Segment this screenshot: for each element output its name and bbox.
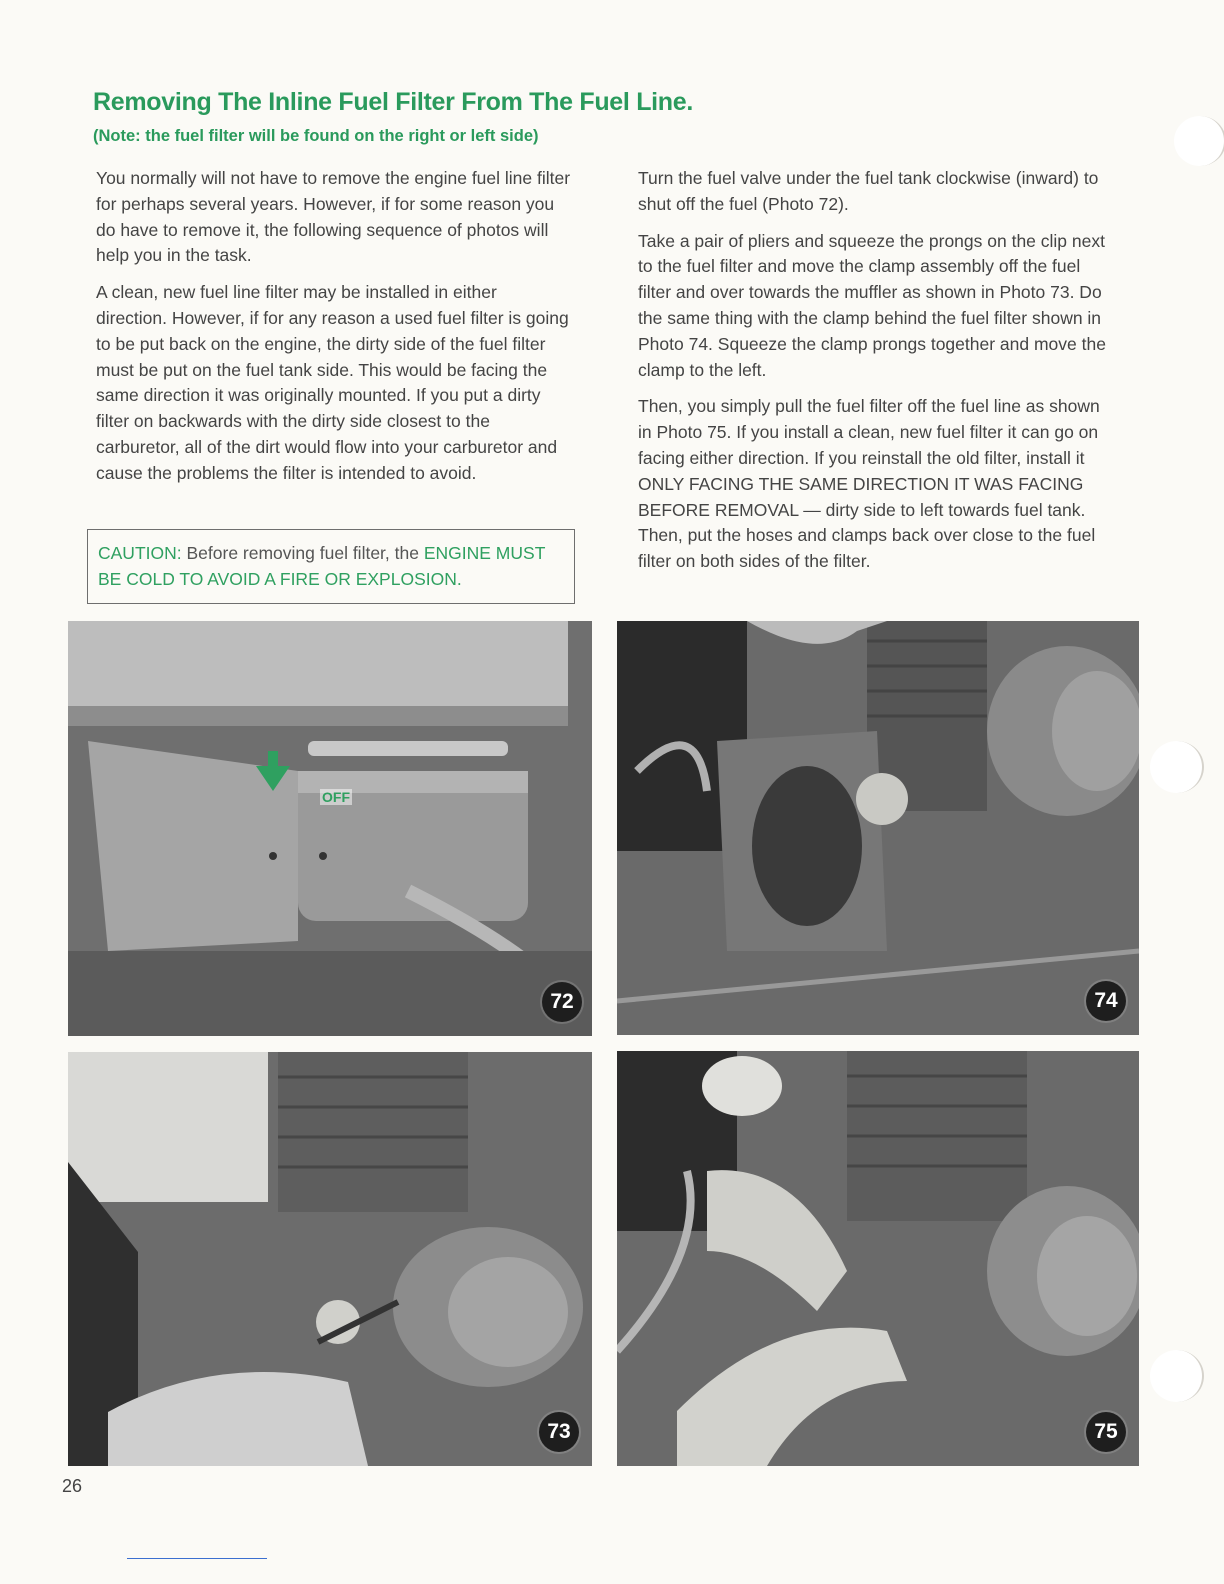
binder-hole-bottom bbox=[1150, 1350, 1204, 1402]
caution-text: Before removing fuel filter, the bbox=[181, 543, 424, 563]
photo-73-badge: 73 bbox=[539, 1412, 579, 1452]
left-paragraph-2: A clean, new fuel line filter may be installed in either direction. However, if for any reason a used fuel filter is going to be put back on the engine, the dirty side of the fuel filter must be put on the fuel tank side. This would be facing the same direction it was originally mounted. If you put a dirty filter on backwards with the dirty side closest to the carburetor, all of the dirt would flow into your carburetor and cause the problems the filter is intended to avoid. bbox=[96, 282, 569, 483]
photo-72 bbox=[68, 621, 592, 1036]
photo-74 bbox=[617, 621, 1139, 1035]
right-paragraph-2: Take a pair of pliers and squeeze the prongs on the clip next to the fuel filter and move the clamp assembly off the fuel filter and over towards the muffler as shown in Photo 73. Do the same thing with the clamp behind the fuel filter shown in Photo 74. Squeeze the clamp prongs together and move the clamp to the left. bbox=[638, 230, 1106, 380]
photo-73 bbox=[68, 1052, 592, 1466]
right-paragraph-1: Turn the fuel valve under the fuel tank clockwise (inward) to shut off the fuel (Photo 72). bbox=[638, 168, 1099, 214]
photo-72-badge: 72 bbox=[542, 982, 582, 1022]
binder-hole-middle bbox=[1150, 741, 1204, 793]
photo-75-engine-illustration bbox=[617, 1051, 1139, 1466]
left-paragraph-1: You normally will not have to remove the engine fuel line filter for perhaps several years. However, if for some reason you do have to remove it, the following sequence of photos will help you in the task. bbox=[96, 168, 571, 266]
caution-box bbox=[87, 529, 575, 604]
photo-74-badge: 74 bbox=[1086, 981, 1126, 1021]
right-paragraph-3: Then, you simply pull the fuel filter off the fuel line as shown in Photo 75. If you install a clean, new fuel filter it can go on facing either direction. If you reinstall the old filter, install it ONLY FACING THE SAME DIRECTION IT WAS FACING BEFORE REMOVAL — dirty side to left towards fuel tank. Then, put the hoses and clamps back over close to the fuel filter on both sides of the filter. bbox=[638, 396, 1100, 572]
photo-73-engine-illustration bbox=[68, 1052, 592, 1466]
photo-74-engine-illustration bbox=[617, 621, 1139, 1035]
page-title: Removing The Inline Fuel Filter From The Fuel Line. bbox=[93, 88, 694, 116]
caution-label: CAUTION: bbox=[98, 543, 182, 563]
photo-75 bbox=[617, 1051, 1139, 1466]
photo-72-engine-illustration bbox=[68, 621, 592, 1036]
caution-emphasis: ENGINE MUST BE COLD TO AVOID A FIRE OR EXPLOSION. bbox=[98, 543, 546, 589]
page-number: 26 bbox=[62, 1476, 83, 1496]
left-column bbox=[96, 166, 571, 498]
page-subtitle-note: (Note: the fuel filter will be found on the right or left side) bbox=[93, 127, 539, 145]
footer-rule bbox=[127, 1558, 267, 1559]
right-column bbox=[638, 166, 1116, 586]
off-label: OFF bbox=[322, 789, 350, 805]
photo-75-badge: 75 bbox=[1086, 1412, 1126, 1452]
binder-hole-top bbox=[1174, 116, 1224, 166]
